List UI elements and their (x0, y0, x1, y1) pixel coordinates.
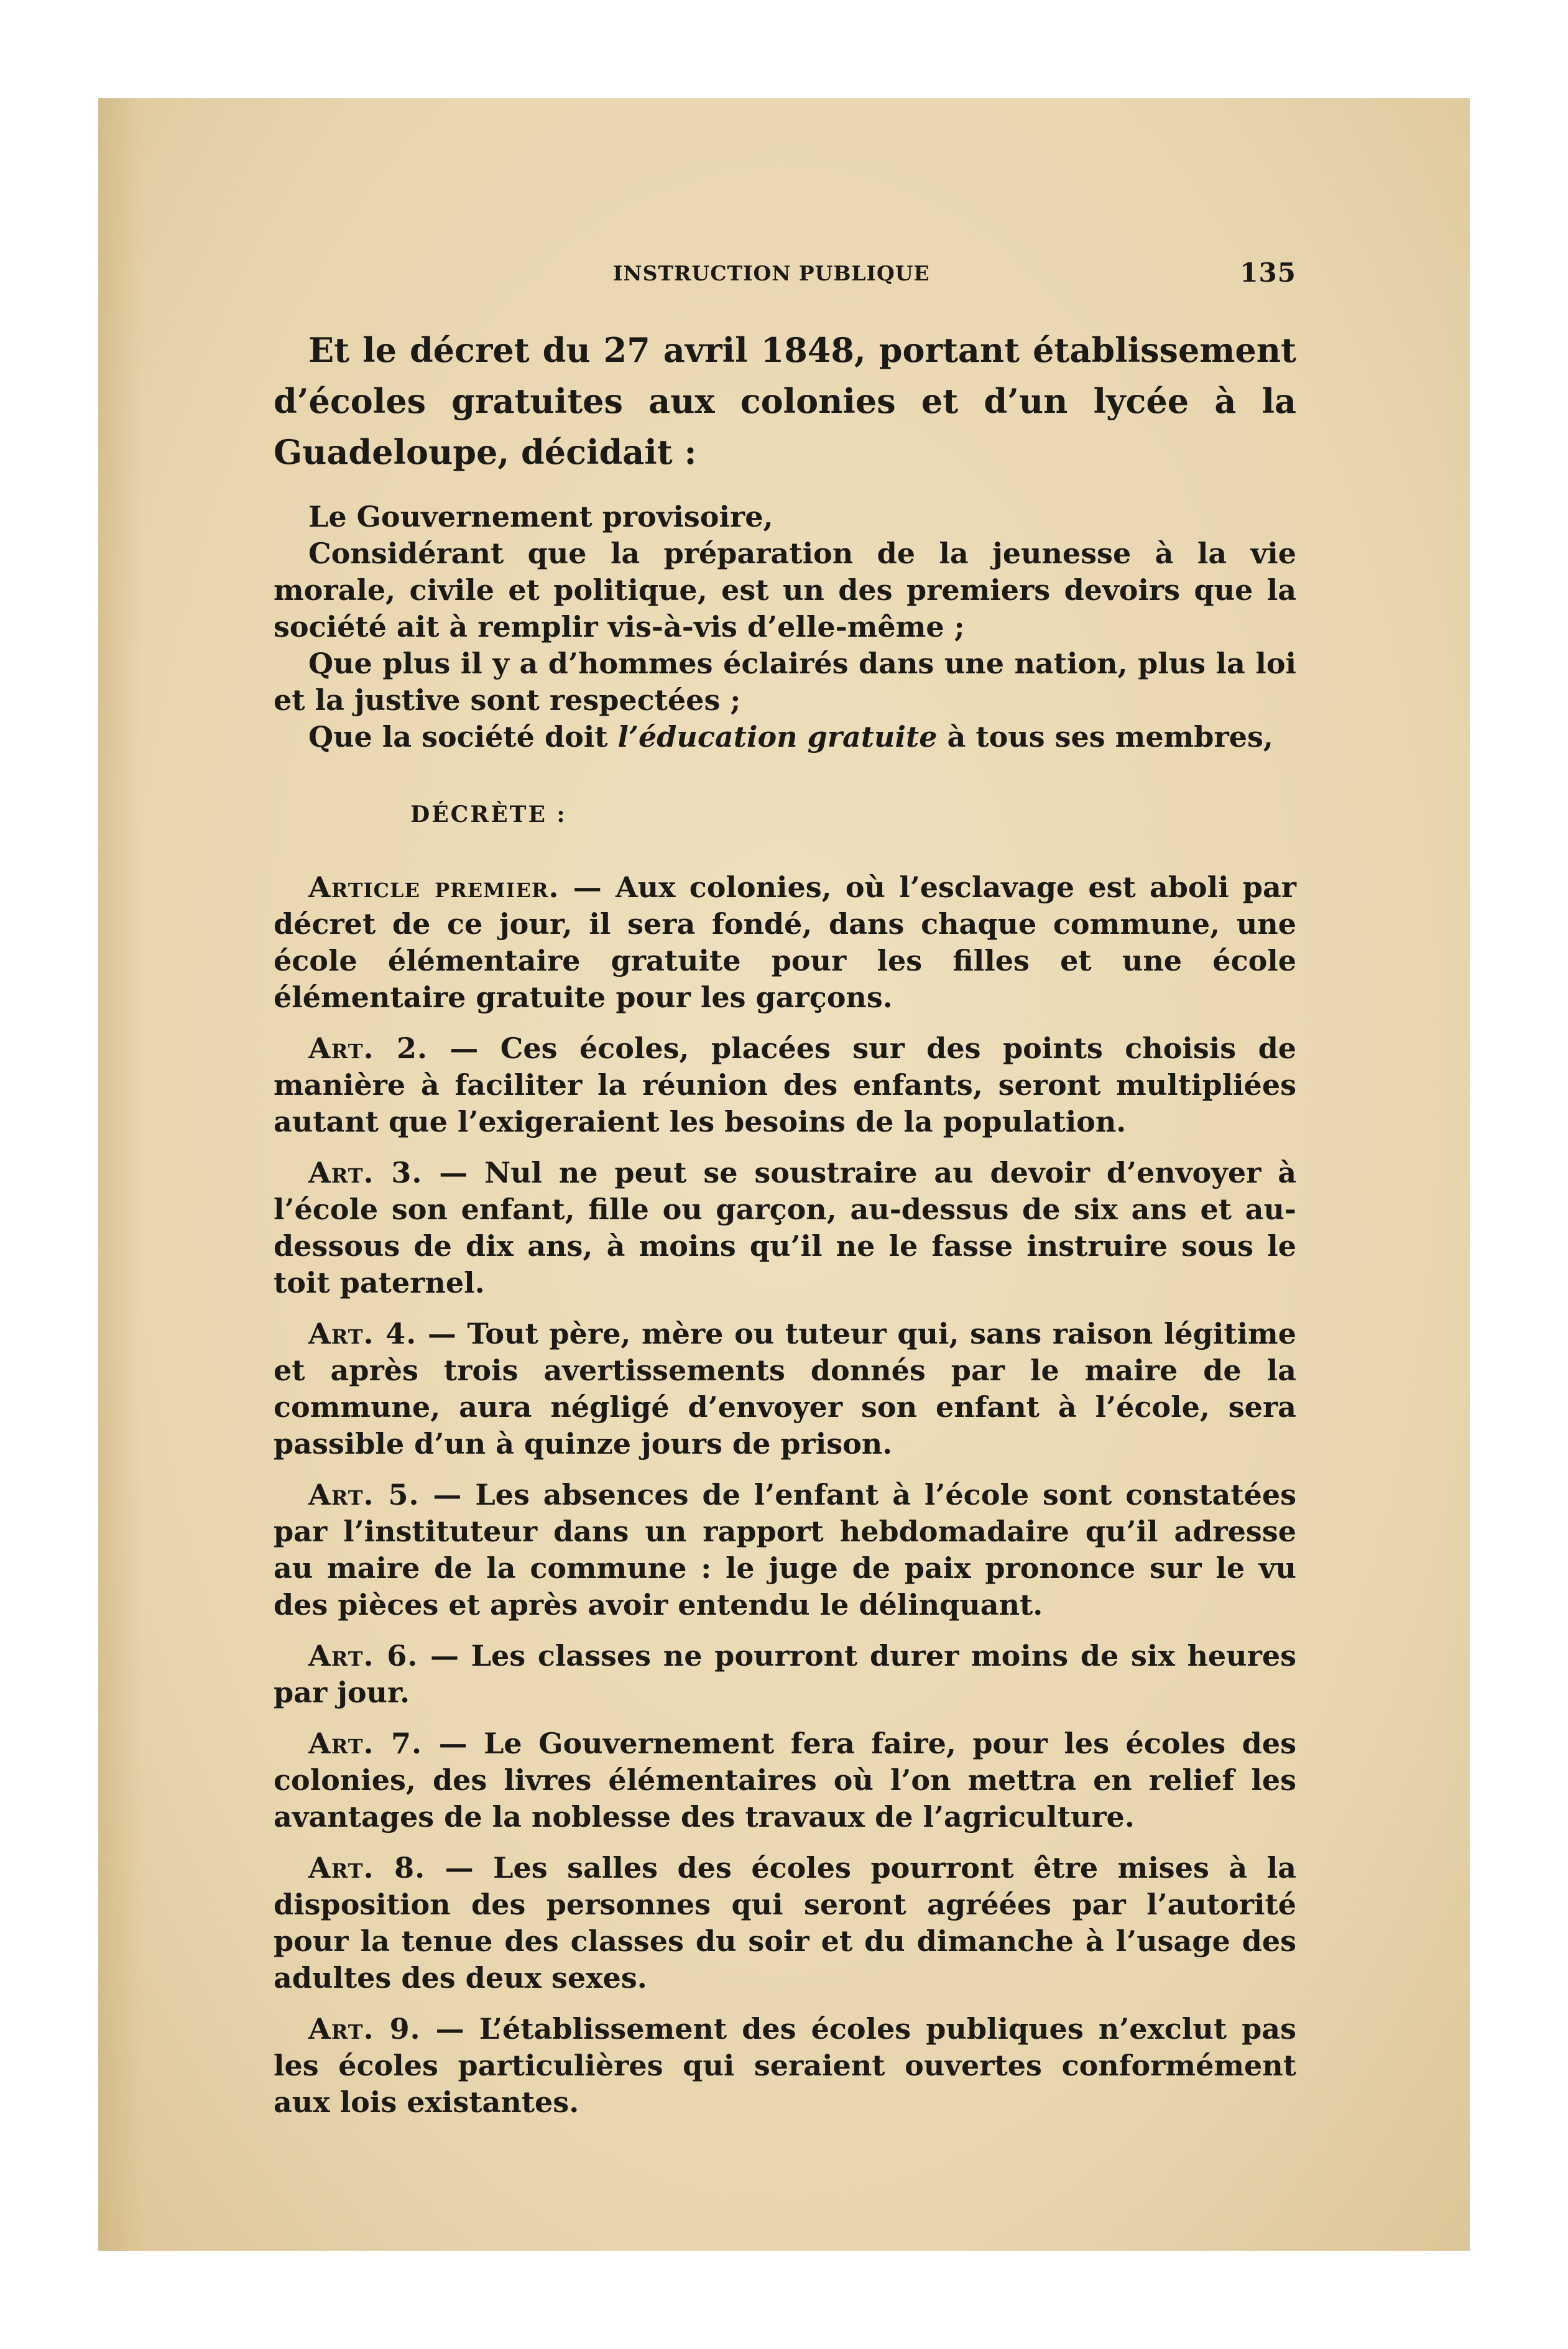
page-edge-shadow (98, 98, 142, 2251)
article-label: Art. 3. (308, 1156, 423, 1189)
article-text: — Les classes ne pourront durer moins de six heures par jour. (274, 1639, 1297, 1709)
article-paragraph (274, 1477, 1296, 1623)
running-title: INSTRUCTION PUBLIQUE (613, 261, 930, 285)
article-paragraph (274, 1850, 1296, 1996)
article-label: Art. 9. (308, 2012, 421, 2046)
preamble-paragraph (274, 719, 1296, 755)
preamble-paragraph: Considérant que la préparation de la jeunesse à la vie morale, civile et politique, est un des premiers devoirs que la société ait à remplir vis-à-vis d’elle-même ; (274, 537, 1296, 644)
intro-paragraph: Et le décret du 27 avril 1848, portant établissement d’écoles gratuites aux colonies et d’un lycée à la Guadeloupe, décidait : (274, 330, 1296, 472)
page-content (274, 249, 1296, 2135)
article-paragraph (274, 1030, 1296, 1140)
decree-text (274, 499, 1296, 2121)
article-paragraph (274, 2011, 1296, 2121)
article-label: Art. 6. (308, 1639, 418, 1673)
emphasis-text: l’éducation gratuite (617, 720, 938, 754)
preamble-paragraph: Que plus il y a d’hommes éclairés dans une nation, plus la loi et la justive sont respectées ; (274, 647, 1296, 717)
preamble-text: Que la société doit (308, 720, 618, 754)
page-number: 135 (1240, 257, 1296, 288)
article-text: — Aux colonies, où l’esclavage est aboli par décret de ce jour, il sera fondé, dans chaque commune, une école élémentaire gratuite pour les filles et une école élémentaire gratuite pour les garçons. (274, 870, 1296, 1014)
article-text: — Les salles des écoles pourront être mises à la disposition des personnes qui seront agréées par l’autorité pour la tenue des classes du soir et du dimanche à l’usage des adultes des deux sexes. (274, 1851, 1296, 1995)
article-paragraph (274, 1155, 1296, 1301)
article-text: — Le Gouvernement fera faire, pour les écoles des colonies, des livres élémentaires où l’on mettra en relief les avantages de la noblesse des travaux de l’agriculture. (274, 1727, 1296, 1834)
article-label: Art. 8. (308, 1851, 426, 1885)
article-text: — Ces écoles, placées sur des points choisis de manière à faciliter la réunion des enfants, seront multipliées autant que l’exigeraient les besoins de la population. (274, 1031, 1296, 1138)
article-paragraph (274, 1725, 1296, 1835)
running-header (274, 249, 1296, 286)
article-label: Art. 2. (308, 1031, 428, 1065)
decrete-heading: DÉCRÈTE : (410, 801, 567, 828)
preamble-paragraph: Le Gouvernement provisoire, (308, 500, 773, 533)
preamble-text: à tous ses membres, (937, 720, 1273, 754)
article-label: Art. 5. (308, 1478, 420, 1511)
article-text: — Tout père, mère ou tuteur qui, sans raison légitime et après trois avertissements donnés par le maire de la commune, aura négligé d’envoyer son enfant à l’école, sera passible d’un à quinze jours de prison. (274, 1317, 1296, 1461)
article-label: Art. 4. (308, 1317, 417, 1350)
article-paragraph (274, 869, 1296, 1016)
article-label: Art. 7. (308, 1727, 423, 1760)
article-text: — L’établissement des écoles publiques n’exclut pas les écoles particulières qui seraient ouvertes conformément aux lois existantes. (274, 2012, 1297, 2119)
article-paragraph (274, 1638, 1296, 1711)
article-text: — Nul ne peut se soustraire au devoir d’envoyer à l’école son enfant, fille ou garçon, au-dessus de six ans et au-dessous de dix ans, à moins qu’il ne le fasse instruire sous le toit paternel. (274, 1156, 1296, 1299)
article-text: — Les absences de l’enfant à l’école sont constatées par l’instituteur dans un rapport hebdomadaire qu’il adresse au maire de la commune : le juge de paix prononce sur le vu des pièces et après avoir entendu le délinquant. (274, 1478, 1296, 1622)
article-paragraph (274, 1316, 1296, 1462)
article-label: Article premier. (308, 870, 560, 904)
